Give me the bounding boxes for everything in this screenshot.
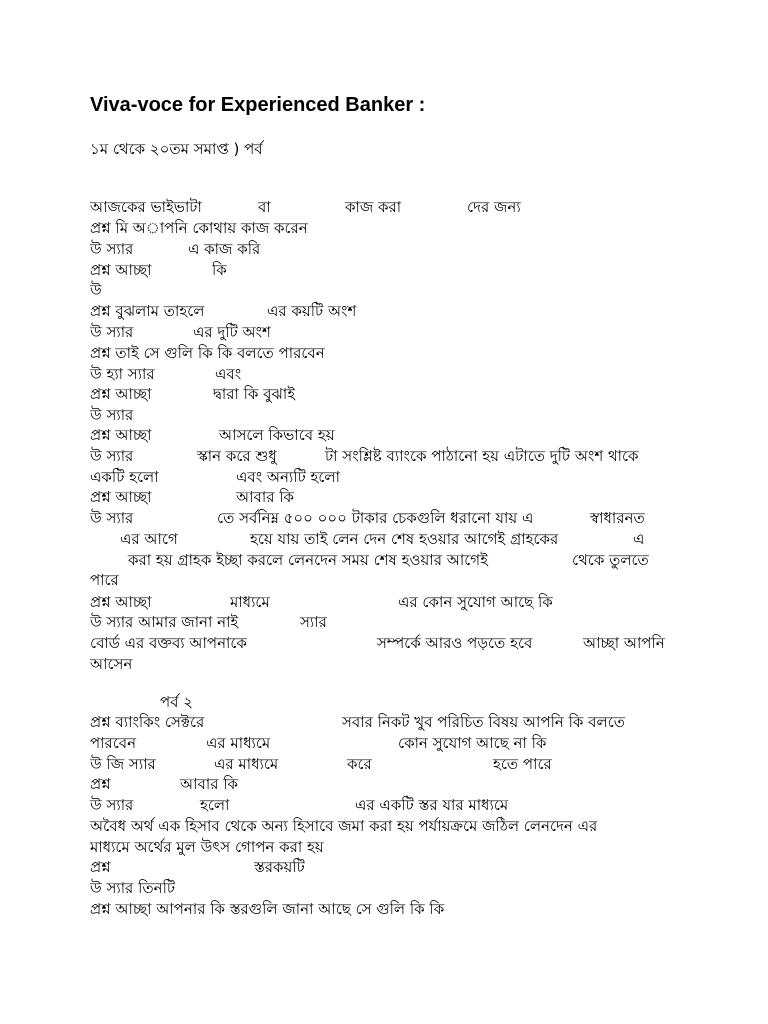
document-line <box>0 218 768 239</box>
line-text-segment: অবৈধ অর্থ এক হিসাব থেকে অন্য হিসাবে জমা করা হয় পর্যায়ক্রমে জঠিল লেনদেন এর <box>90 817 598 835</box>
line-text-segment: আবার কি <box>236 488 294 506</box>
document-line <box>0 467 768 488</box>
line-text-segment: এর কোন সুযোগ আছে কি <box>398 593 553 611</box>
line-text-segment: করা হয় গ্রাহক ইচ্ছা করলে লেনদেন সময় শেষ হওয়ার আগেই <box>128 551 488 569</box>
line-text-segment: আসলে কিভাবে হয় <box>219 426 335 444</box>
line-text-segment: হয়ে যায় তাই লেন দেন শেষ হওয়ার আগেই গ্রাহকের <box>250 530 559 548</box>
line-text-segment: পারে <box>90 571 119 589</box>
line-text-segment: প্রশ্ন মি অাপনি কোথায় কাজ করেন <box>90 219 308 237</box>
document-line <box>0 712 768 733</box>
subtitle-text: ১ম থেকে ২০তম সমাপ্ত ) পর্ব <box>90 140 263 158</box>
document-line <box>0 343 768 364</box>
line-text-segment: এর একটি স্তর যার মাধ্যমে <box>355 796 509 814</box>
line-text-segment: এর দুটি অংশ <box>193 323 271 341</box>
line-text-segment: সম্পর্কে আরও পড়তে হবে <box>377 634 533 652</box>
line-text-segment: হতে পারে <box>493 755 552 773</box>
line-text-segment: প্রশ্ন আচ্ছা <box>90 593 152 611</box>
line-text-segment: আবার কি <box>180 775 238 793</box>
line-text-segment: প্রশ্ন আচ্ছা আপনার কি স্তরগুলি জানা আছে সে গুলি কি কি <box>90 900 445 918</box>
line-text-segment: উ স্যার তিনটি <box>90 879 176 897</box>
line-text-segment: থেকে তুলতে <box>572 551 649 569</box>
document-line <box>0 425 768 446</box>
line-text-segment: স্বাধারনত <box>590 509 645 527</box>
line-text-segment: মাধ্যমে অর্থের মুল উৎস গোপন করা হয় <box>90 838 324 856</box>
document-line <box>0 754 768 775</box>
line-text-segment: প্রশ্ন বুঝলাম তাহলে <box>90 302 205 320</box>
line-text-segment: আসেন <box>90 655 133 673</box>
document-line <box>0 570 768 591</box>
line-text-segment: প্রশ্ন আচ্ছা <box>90 488 152 506</box>
line-text-segment: দের জন্য <box>467 198 521 216</box>
document-line <box>0 774 768 795</box>
line-text-segment: প্রশ্ন আচ্ছা <box>90 426 152 444</box>
document-line <box>0 592 768 613</box>
document-line <box>0 816 768 837</box>
line-text-segment: প্রশ্ন <box>90 775 111 793</box>
document-line <box>0 364 768 385</box>
line-text-segment: এর মাধ্যমে <box>206 734 271 752</box>
document-title: Viva-voce for Experienced Banker : <box>90 94 426 116</box>
document-line <box>0 508 768 529</box>
line-text-segment: স্কান করে শুধু <box>197 447 277 465</box>
line-text-segment: উ স্যার <box>90 240 134 258</box>
line-text-segment: কি <box>212 261 227 279</box>
document-subtitle <box>0 139 768 160</box>
line-text-segment: কোন সুযোগ আছে না কি <box>398 734 547 752</box>
document-line <box>0 322 768 343</box>
line-text-segment: উ স্যার <box>90 796 134 814</box>
document-line <box>0 301 768 322</box>
line-text-segment: প্রশ্ন আচ্ছা <box>90 385 152 403</box>
line-text-segment: এ কাজ করি <box>188 240 261 258</box>
line-text-segment: উ হ্যা স্যার <box>90 365 155 383</box>
line-text-segment: উ স্যার <box>90 447 134 465</box>
line-text-segment: আচ্ছা আপনি <box>583 634 665 652</box>
line-text-segment: টা সংশ্লিষ্ট ব্যাংকে পাঠানো হয় এটাতে দুটি অংশ থাকে <box>325 447 639 465</box>
document-line <box>0 384 768 405</box>
document-line <box>0 733 768 754</box>
document-line <box>0 857 768 878</box>
document-line <box>0 529 768 550</box>
line-text-segment: এবং অন্যটি হলো <box>236 468 340 486</box>
line-text-segment: প্রশ্ন আচ্ছা <box>90 261 152 279</box>
document-line <box>0 260 768 281</box>
line-text-segment: কাজ করা <box>345 198 402 216</box>
document-line <box>0 633 768 654</box>
document-line <box>0 197 768 218</box>
document-line <box>0 795 768 816</box>
document-line <box>0 612 768 633</box>
line-text-segment: এ <box>633 530 645 548</box>
line-text-segment: স্তরকয়টি <box>254 858 305 876</box>
line-text-segment: পারবেন <box>90 734 137 752</box>
line-text-segment: তে সর্বনিম্ন ৫০০ ০০০ টাকার চেকগুলি ধরানো যায় এ <box>217 509 534 527</box>
document-line <box>0 446 768 467</box>
line-text-segment: সবার নিকট খুব পরিচিত বিষয় আপনি কি বলতে <box>342 713 625 731</box>
document-line <box>0 239 768 260</box>
line-text-segment: করে <box>347 755 372 773</box>
line-text-segment: এর কয়টি অংশ <box>267 302 357 320</box>
line-text-segment: উ <box>90 281 102 299</box>
line-text-segment: উ স্যার <box>90 323 134 341</box>
line-text-segment: বোর্ড এর বক্তব্য আপনাকে <box>90 634 247 652</box>
line-text-segment: আজকের ভাইভাটা <box>90 198 202 216</box>
document-line <box>0 654 768 675</box>
line-text-segment: পর্ব ২ <box>160 693 194 711</box>
document-line <box>0 405 768 426</box>
line-text-segment: বা <box>258 198 271 216</box>
line-text-segment: এবং <box>215 365 242 383</box>
line-text-segment: হলো <box>200 796 230 814</box>
line-text-segment: এর মাধ্যমে <box>214 755 279 773</box>
document-line <box>0 692 768 713</box>
line-text-segment: উ স্যার <box>90 406 134 424</box>
line-text-segment: প্রশ্ন তাই সে গুলি কি কি বলতে পারবেন <box>90 344 325 362</box>
line-text-segment: উ স্যার <box>90 509 134 527</box>
document-line <box>0 899 768 920</box>
line-text-segment: প্রশ্ন ব্যাংকিং সেক্টরে <box>90 713 205 731</box>
document-line <box>0 878 768 899</box>
line-text-segment: মাধ্যমে <box>230 593 270 611</box>
line-text-segment: উ স্যার আমার জানা নাই <box>90 613 239 631</box>
line-text-segment: উ জি স্যার <box>90 755 156 773</box>
line-text-segment: প্রশ্ন <box>90 858 111 876</box>
line-text-segment: একটি হলো <box>90 468 159 486</box>
document-line <box>0 837 768 858</box>
document-line <box>0 487 768 508</box>
document-line <box>0 550 768 571</box>
line-text-segment: স্যার <box>300 613 327 631</box>
document-line <box>0 280 768 301</box>
line-text-segment: এর আগে <box>120 530 178 548</box>
line-text-segment: দ্বারা কি বুঝাই <box>213 385 296 403</box>
